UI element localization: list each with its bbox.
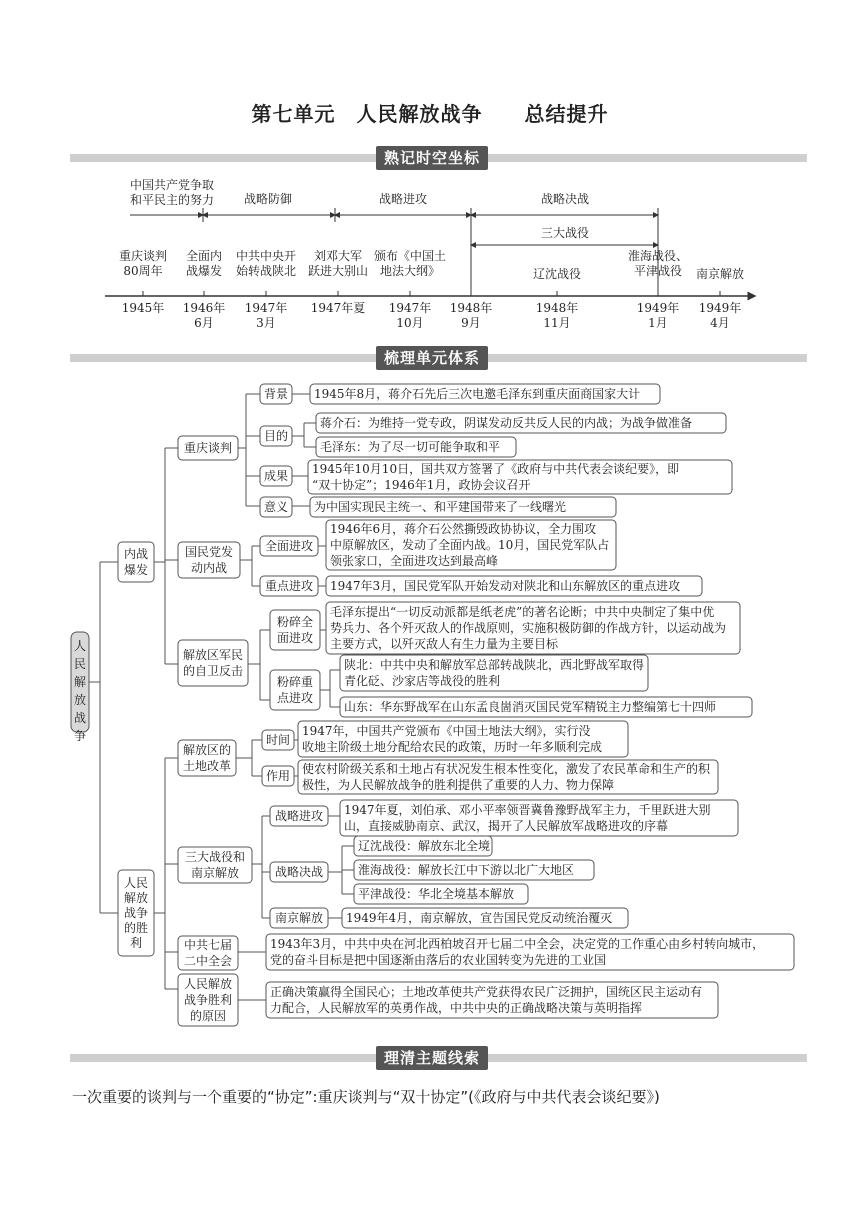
text-pingjin: 平津战役：华北全境基本解放 (358, 887, 515, 901)
timeline-date: 1945年 (121, 301, 165, 315)
text-huaihai: 淮海战役：解放长江中下游以北广大地区 (358, 863, 575, 877)
text-aim-jiang: 蒋介石：为维持一党专政，阴谋发动反共反人民的内战；为战争做准备 (320, 416, 693, 430)
text-shandong: 山东：华东野战军在山东孟良崮消灭国民党军精锐主力整编第七十四师 (344, 700, 717, 714)
node-land-reform: 解放区的土地改革 (182, 743, 232, 773)
node-three-battles: 三大战役和南京解放 (184, 850, 246, 880)
timeline-date: 1948年 11月 (535, 301, 579, 330)
node-jfq: 解放区军民的自卫反击 (182, 648, 244, 678)
branch-civil-war: 内战爆发 (123, 547, 149, 577)
node-chongqing: 重庆谈判 (183, 441, 233, 455)
timeline-event: 颁布《中国土地法大纲》 (373, 249, 447, 278)
phase-defense: 战略防御 (243, 192, 293, 206)
text-full-attack: 1946年6月，蒋介石公然撕毁政协协议，全力围攻中原解放区，发动了全面内战。10月，国民党军队占领张家口，全面进攻达到最高峰 (330, 522, 610, 568)
timeline-event: 南京解放 (695, 267, 745, 281)
label-result: 成果 (263, 469, 289, 483)
label-smash-full: 粉碎全面进攻 (276, 615, 314, 645)
text-shaanbei: 陕北：中共中央和解放军总部转战陕北，西北野战军取得青化砭、沙家店等战役的胜利 (344, 658, 645, 688)
node-jfq-box (178, 640, 248, 686)
timeline-event: 辽沈战役 (532, 267, 582, 281)
timeline-event: 全面内战爆发 (185, 249, 223, 278)
node-plenum: 中共七届二中全会 (183, 938, 233, 968)
label-nanjing: 南京解放 (274, 911, 324, 925)
phase-offense: 战略进攻 (378, 192, 428, 206)
root-node: 人民解放战争 (73, 639, 87, 743)
phase-three-battles: 三大战役 (540, 226, 590, 240)
text-plenum: 1943年3月，中共中央在河北西柏坡召开七届二中全会，决定党的工作重心由乡村转向城市，党的奋斗目标是把中国逐渐由落后的农业国转变为先进的工业国 (270, 937, 765, 967)
timeline-date: 1947年 10月 (388, 301, 432, 330)
text-liaoshen: 辽沈战役：解放东北全境 (358, 839, 491, 853)
text-offense: 1947年夏，刘伯承、邓小平率领晋冀鲁豫野战军主力，千里跃进大别山，直接威胁南京、武汉，揭开了人民解放军战略进攻的序幕 (344, 803, 711, 833)
timeline-date: 1947年夏 (310, 301, 366, 315)
unit-mind-map (0, 370, 860, 1040)
label-smash-key: 粉碎重点进攻 (276, 675, 314, 705)
timeline-event: 淮海战役、平津战役 (627, 249, 689, 278)
label-effect: 作用 (265, 769, 291, 783)
node-reason: 人民解放战争胜利的原因 (183, 977, 233, 1023)
page-title: 第七单元 人民解放战争 总结提升 (251, 102, 609, 126)
phase-decisive: 战略决战 (540, 192, 590, 206)
phase-peace: 中国共产党争取和平民主的努力 (129, 178, 215, 207)
text-result: 1945年10月10日，国共双方签署了《政府与中共代表会谈纪要》，即“双十协定”；1946年1月，政协会议召开 (312, 462, 680, 492)
label-key-attack: 重点进攻 (264, 579, 314, 593)
section-label-timeline: 熟记时空坐标 (376, 146, 488, 170)
timeline-event: 重庆谈判 80周年 (118, 249, 168, 278)
timeline-event: 刘邓大军跃进大别山 (307, 249, 369, 278)
timeline-date: 1946年 6月 (182, 301, 226, 330)
text-time: 1947年，中国共产党颁布《中国土地法大纲》，实行没收地主阶级土地分配给农民的政策，历时一年多顺利完成 (302, 724, 603, 754)
section-label-system: 梳理单元体系 (376, 346, 488, 370)
timeline-date: 1949年 4月 (698, 301, 742, 330)
label-background: 背景 (263, 387, 289, 401)
timeline-date: 1949年 1月 (636, 301, 680, 330)
timeline (0, 170, 860, 340)
text-background: 1945年8月，蒋介石先后三次电邀毛泽东到重庆面商国家大计 (314, 387, 641, 401)
label-aim: 目的 (263, 429, 289, 443)
text-reason: 正确决策赢得全国民心；土地改革使共产党获得农民广泛拥护，国统区民主运动有力配合，人民解放军的英勇作战，中共中央的正确战略决策与英明指挥 (270, 985, 703, 1015)
text-nanjing: 1949年4月，南京解放，宣告国民党反动统治覆灭 (346, 911, 613, 925)
node-gmd: 国民党发动内战 (184, 545, 234, 575)
text-effect: 使农村阶级关系和土地占有状况发生根本性变化，激发了农民革命和生产的积极性，为人民解放战争的胜利提供了重要的人力、物力保障 (302, 762, 711, 792)
label-offense: 战略进攻 (274, 809, 324, 823)
branch-victory: 人民解放战争的胜利 (123, 876, 149, 950)
timeline-event: 中共中央开始转战陕北 (235, 249, 297, 278)
label-full-attack: 全面进攻 (264, 539, 314, 553)
text-meaning: 为中国实现民主统一、和平建国带来了一线曙光 (314, 500, 567, 514)
label-meaning: 意义 (263, 500, 289, 514)
label-time: 时间 (265, 733, 291, 747)
text-smash-full: 毛泽东提出“一切反动派都是纸老虎”的著名论断；中共中央制定了集中优势兵力、各个歼灭敌人的作战原则，实施积极防御的作战方针，以运动战为主要方式，以歼灭敌人有生力量为主要目标 (330, 605, 727, 651)
theme-line: 一次重要的谈判与一个重要的“协定”:重庆谈判与“双十协定”(《政府与中共代表会谈纪要》) (72, 1088, 660, 1106)
text-aim-mao: 毛泽东：为了尽一切可能争取和平 (320, 440, 501, 454)
label-decisive: 战略决战 (274, 865, 324, 879)
timeline-date: 1947年 3月 (244, 301, 288, 330)
text-key-attack: 1947年3月，国民党军队开始发动对陕北和山东解放区的重点进攻 (330, 579, 681, 593)
section-label-theme: 理清主题线索 (376, 1046, 488, 1070)
timeline-date: 1948年 9月 (449, 301, 493, 330)
